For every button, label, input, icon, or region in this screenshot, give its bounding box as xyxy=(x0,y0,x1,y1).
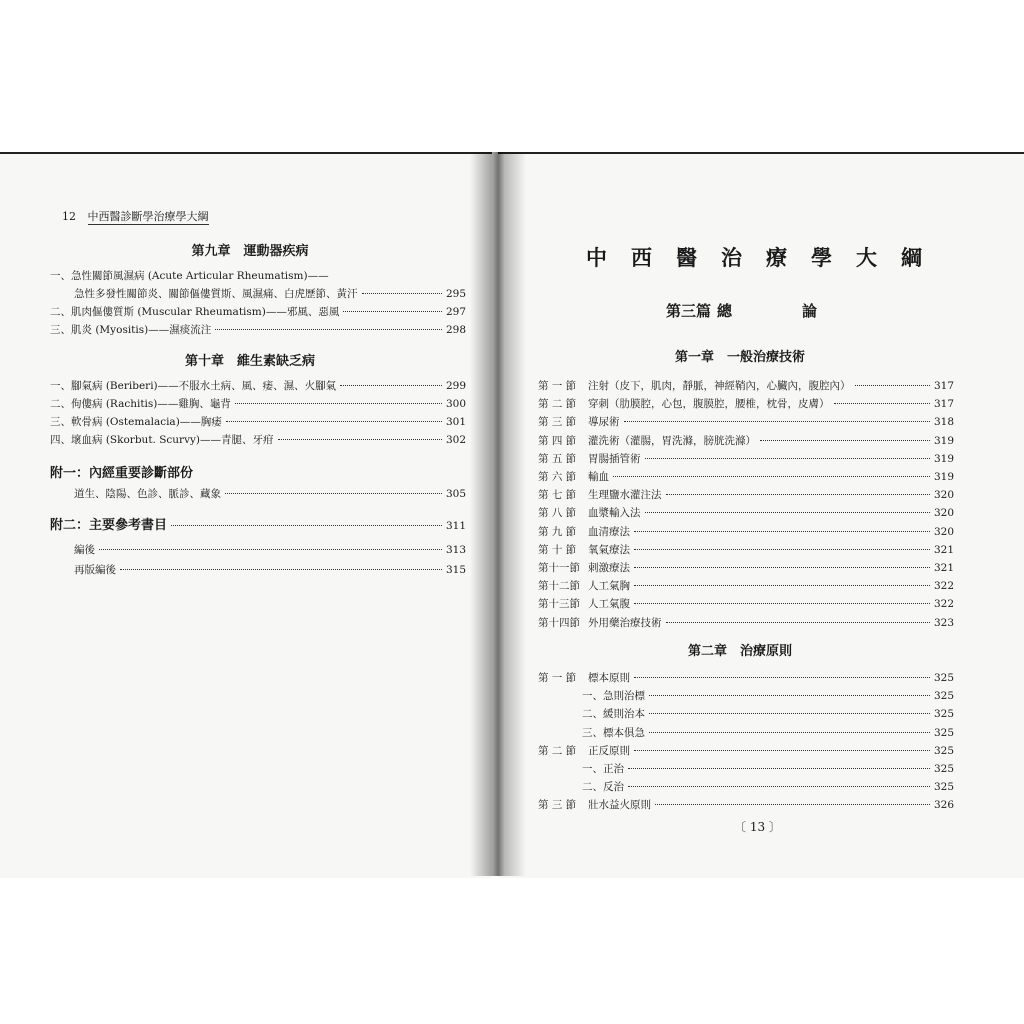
leader-dots xyxy=(628,786,930,787)
section-title: 氧氣療法 xyxy=(588,543,630,556)
section-page: 320 xyxy=(933,489,954,502)
section-page: 320 xyxy=(933,525,954,538)
section-page: 325 xyxy=(933,763,954,775)
toc-section-row xyxy=(538,396,954,411)
section-page: 317 xyxy=(933,398,954,411)
leader-dots xyxy=(834,403,930,404)
toc-section-row xyxy=(538,743,954,758)
leader-dots xyxy=(649,695,930,696)
running-head-title: 中西醫診斷學治療學大綱 xyxy=(87,210,209,223)
section-page: 318 xyxy=(933,416,954,429)
section-title: 人工氣腹 xyxy=(588,598,630,611)
right-page-number: 〔 13 〕 xyxy=(734,820,781,834)
leader-dots xyxy=(634,585,930,586)
toc-section-row xyxy=(538,414,954,429)
section-page: 319 xyxy=(933,471,954,483)
toc-section-row xyxy=(538,670,954,685)
section-title: 外用藥治療技術 xyxy=(588,616,662,629)
leader-dots xyxy=(666,494,930,495)
section-title: 生理鹽水灌注法 xyxy=(588,489,662,502)
section-page: 325 xyxy=(933,781,954,794)
section-page: 320 xyxy=(933,507,954,520)
book-spread xyxy=(0,152,1024,876)
section-number: 第 七 節 xyxy=(538,489,577,502)
section-title: 導尿術 xyxy=(588,416,620,429)
appendix-1-title: 附一：內經重要診斷部份 xyxy=(50,466,194,481)
leader-dots xyxy=(628,768,930,769)
section-number: 第 一 節 xyxy=(538,380,577,392)
section-title: 二、緩則治本 xyxy=(582,708,645,721)
section-title: 注射（皮下，肌肉，靜脈，神經鞘內，心臟內，腹腔內） xyxy=(588,380,851,392)
section-page: 321 xyxy=(933,562,954,574)
part-title: 第三篇 總 論 xyxy=(666,302,818,320)
toc-section-row xyxy=(538,378,954,393)
section-page: 317 xyxy=(933,380,954,392)
section-title: 一、正治 xyxy=(582,763,624,775)
section-number: 第 九 節 xyxy=(538,525,577,538)
toc-section-row xyxy=(582,779,954,794)
section-number: 第 二 節 xyxy=(538,744,577,757)
section-title: 刺激療法 xyxy=(588,562,630,574)
toc-section-row xyxy=(582,725,954,740)
toc-entry: 道生、陰陽、色診、脈診、藏象 305 xyxy=(74,488,466,500)
section-number: 第 八 節 xyxy=(538,507,577,520)
section-number: 第 四 節 xyxy=(538,434,577,447)
toc-section-row xyxy=(538,451,954,466)
section-number: 第 一 節 xyxy=(538,672,577,684)
leader-dots xyxy=(634,549,930,550)
toc-section-row xyxy=(538,578,954,593)
leader-dots xyxy=(634,567,930,568)
chapter-9-title: 第九章 運動器疾病 xyxy=(191,244,309,259)
toc-section-row xyxy=(538,487,954,502)
section-page: 325 xyxy=(933,708,954,721)
leader-dots xyxy=(645,512,930,513)
section-number: 第 十 節 xyxy=(538,543,577,556)
section-title: 一、急則治標 xyxy=(582,690,645,703)
section-number: 第 三 節 xyxy=(538,799,577,812)
section-title: 三、標本俱急 xyxy=(582,726,645,739)
book-title: 中西醫治療學大綱 xyxy=(586,245,946,270)
section-title: 血漿輸入法 xyxy=(588,507,641,520)
section-page: 325 xyxy=(933,726,954,739)
section-number: 第十四節 xyxy=(538,616,580,629)
leader-dots xyxy=(624,421,930,422)
leader-dots xyxy=(649,713,930,714)
section-page: 319 xyxy=(933,434,954,447)
leader-dots xyxy=(613,476,930,477)
section-number: 第 三 節 xyxy=(538,416,577,429)
section-page: 326 xyxy=(933,799,954,812)
section-page: 321 xyxy=(933,543,954,556)
toc-entry: 二、佝僂病 (Rachitis)——雞胸、龜背 300 xyxy=(50,398,466,410)
leader-dots xyxy=(655,804,930,805)
section-page: 325 xyxy=(933,672,954,684)
running-header xyxy=(62,208,209,224)
section-title: 穿刺（肋膜腔，心包，腹膜腔，腰椎，枕骨，皮膚） xyxy=(588,398,830,411)
section-title: 二、反治 xyxy=(582,781,624,794)
toc-entry: 一、急性關節風濕病 (Acute Articular Rheumatism)—— xyxy=(50,270,329,282)
chapter-2-title: 第二章 治療原則 xyxy=(687,644,792,659)
section-page: 322 xyxy=(933,598,954,611)
leader-dots xyxy=(634,677,930,678)
toc-section-row xyxy=(538,433,954,448)
toc-entry: 再版編後 315 xyxy=(74,564,466,576)
section-page: 325 xyxy=(933,744,954,757)
toc-section-row xyxy=(582,706,954,721)
section-title: 標本原則 xyxy=(588,672,630,684)
section-title: 胃腸插管術 xyxy=(588,452,641,465)
leader-dots xyxy=(634,603,930,604)
toc-section-row xyxy=(538,524,954,539)
section-number: 第十一節 xyxy=(538,562,580,574)
book-gutter xyxy=(470,152,526,876)
toc-section-row xyxy=(538,542,954,557)
leader-dots xyxy=(634,531,930,532)
section-title: 輸血 xyxy=(588,471,609,483)
chapter-10-title: 第十章 維生素缺乏病 xyxy=(184,354,315,369)
leader-dots xyxy=(634,750,930,751)
toc-section-row xyxy=(538,615,954,630)
section-number: 第 六 節 xyxy=(538,471,577,483)
toc-section-row xyxy=(538,505,954,520)
leader-dots xyxy=(760,440,930,441)
toc-section-row xyxy=(582,761,954,776)
toc-entry: 二、肌肉傴僂質斯 (Muscular Rheumatism)——邪風、惡風 297 xyxy=(50,306,466,318)
toc-entry: 編後 313 xyxy=(74,544,466,556)
section-number: 第 二 節 xyxy=(538,398,577,411)
leader-dots xyxy=(855,385,930,386)
section-page: 322 xyxy=(933,580,954,593)
appendix-2-title: 附二：主要參考書目 311 xyxy=(50,518,466,533)
toc-section-row xyxy=(538,560,954,575)
toc-entry: 一、腳氣病 (Beriberi)——不服水土病、風、痿、濕、火腳氣 299 xyxy=(50,380,466,392)
toc-section-row xyxy=(538,469,954,484)
section-title: 壯水益火原則 xyxy=(588,799,651,812)
section-title: 人工氣胸 xyxy=(588,580,630,593)
section-title: 血清療法 xyxy=(588,525,630,538)
toc-section-row xyxy=(538,797,954,812)
section-number: 第十二節 xyxy=(538,580,580,593)
left-page-number: 12 xyxy=(62,210,76,223)
toc-section-row xyxy=(538,596,954,611)
section-title: 灌洗術（灌腸，胃洗滌，膀胱洗滌） xyxy=(588,434,756,447)
leader-dots xyxy=(666,622,930,623)
toc-entry: 三、肌炎 (Myositis)——濕痰流注 298 xyxy=(50,324,466,336)
toc-entry: 急性多發性關節炎、關節傴僂質斯、風濕痛、白虎歷節、黃汗 295 xyxy=(74,288,466,300)
toc-entry: 三、軟骨病 (Ostemalacia)——胸痿 301 xyxy=(50,416,466,428)
leader-dots xyxy=(649,732,930,733)
toc-section-row xyxy=(582,688,954,703)
section-page: 323 xyxy=(933,616,954,629)
section-number: 第十三節 xyxy=(538,598,580,611)
leader-dots xyxy=(645,458,930,459)
section-page: 319 xyxy=(933,452,954,465)
chapter-1-title: 第一章 一般治療技術 xyxy=(674,350,805,365)
section-title: 正反原則 xyxy=(588,744,630,757)
section-number: 第 五 節 xyxy=(538,452,577,465)
section-page: 325 xyxy=(933,690,954,703)
toc-entry: 四、壞血病 (Skorbut. Scurvy)——青腿、牙疳 302 xyxy=(50,434,466,446)
